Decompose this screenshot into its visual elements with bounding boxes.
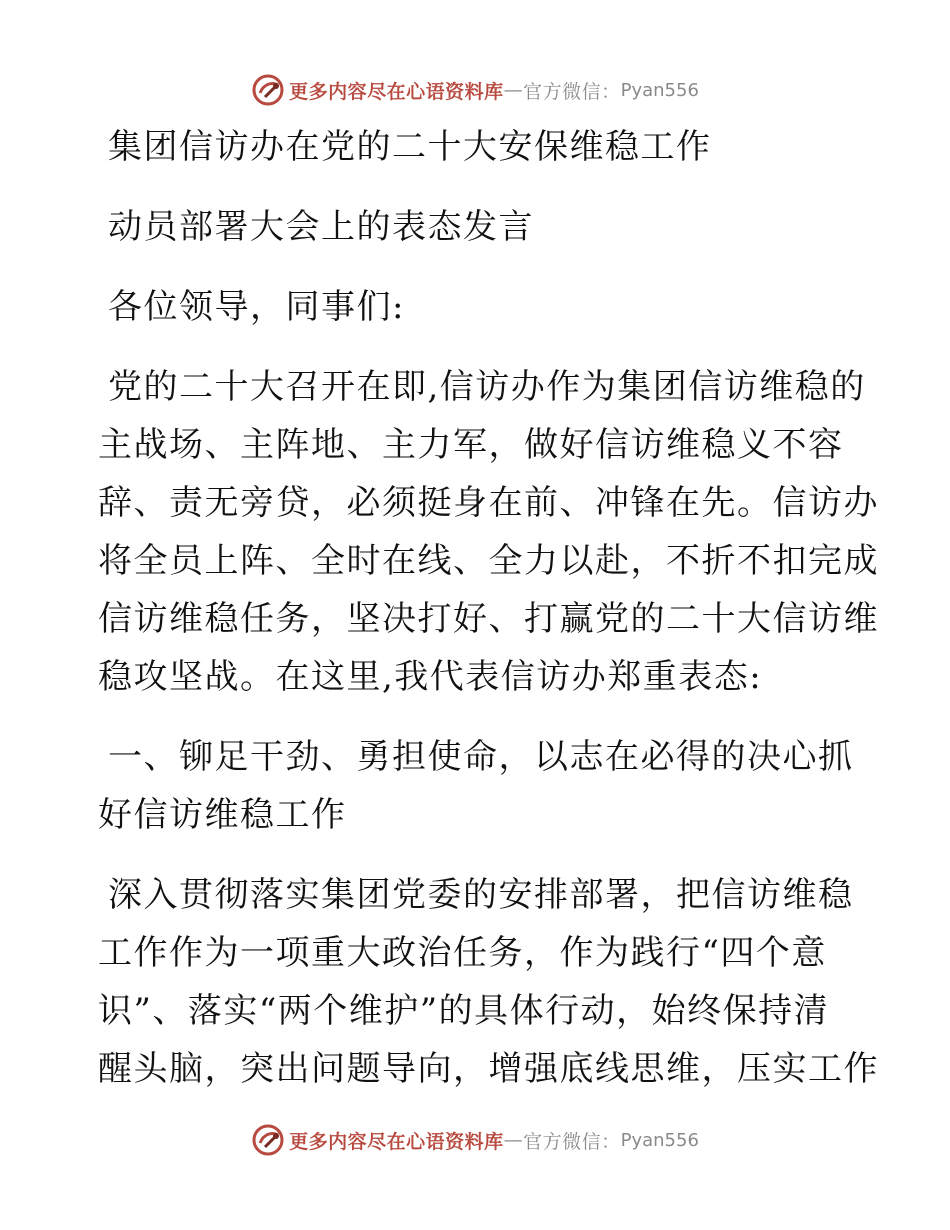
paragraph-line: 信访维稳任务，坚决打好、打赢党的二十大信访维 xyxy=(98,599,879,639)
salutation: 各位领导，同事们: xyxy=(108,287,405,327)
watermark-dash: — xyxy=(503,79,524,101)
document-body xyxy=(98,118,879,1098)
paragraph-1 xyxy=(98,358,879,706)
paragraph-line: 将全员上阵、全时在线、全力以赴，不折不扣完成 xyxy=(98,541,879,581)
paragraph-line: 识”、落实“两个维护”的具体行动，始终保持清 xyxy=(98,991,830,1031)
watermark-wechat-id: Pyan556 xyxy=(620,79,699,101)
brand-logo-icon xyxy=(251,1123,285,1157)
header-watermark xyxy=(0,70,950,110)
watermark-brand-text: 更多内容尽在心语资料库 xyxy=(289,80,504,103)
paragraph-line: 辞、责无旁贷，必须挺身在前、冲锋在先。信访办 xyxy=(98,483,879,523)
watermark-brand-text: 更多内容尽在心语资料库 xyxy=(289,1130,504,1153)
paragraph-line: 工作作为一项重大政治任务，作为践行“四个意 xyxy=(98,933,827,973)
paragraph-line: 醒头脑，突出问题导向，增强底线思维，压实工作 xyxy=(98,1049,879,1089)
brand-logo-icon xyxy=(251,73,285,107)
paragraph-line: 党的二十大召开在即,信访办作为集团信访维稳的 xyxy=(108,367,866,407)
paragraph-line: 稳攻坚战。在这里,我代表信访办郑重表态: xyxy=(98,657,763,697)
watermark-wechat-id: Pyan556 xyxy=(620,1129,699,1151)
paragraph-line: 深入贯彻落实集团党委的安排部署，把信访维稳 xyxy=(108,875,854,915)
watermark-wechat-label: 官方微信： xyxy=(523,1130,621,1153)
heading-line: 好信访维稳工作 xyxy=(98,795,347,835)
section-heading-1 xyxy=(98,728,858,844)
watermark-dash: — xyxy=(503,1129,524,1151)
watermark-wechat-label: 官方微信： xyxy=(523,80,621,103)
paragraph-2 xyxy=(98,866,879,1098)
paragraph-line: 主战场、主阵地、主力军，做好信访维稳义不容 xyxy=(98,425,844,465)
document-title-line-2: 动员部署大会上的表态发言 xyxy=(108,207,534,247)
document-title-line-1: 集团信访办在党的二十大安保维稳工作 xyxy=(108,127,712,167)
footer-watermark xyxy=(0,1120,950,1160)
heading-line: 一、铆足干劲、勇担使命，以志在必得的决心抓 xyxy=(108,737,854,777)
